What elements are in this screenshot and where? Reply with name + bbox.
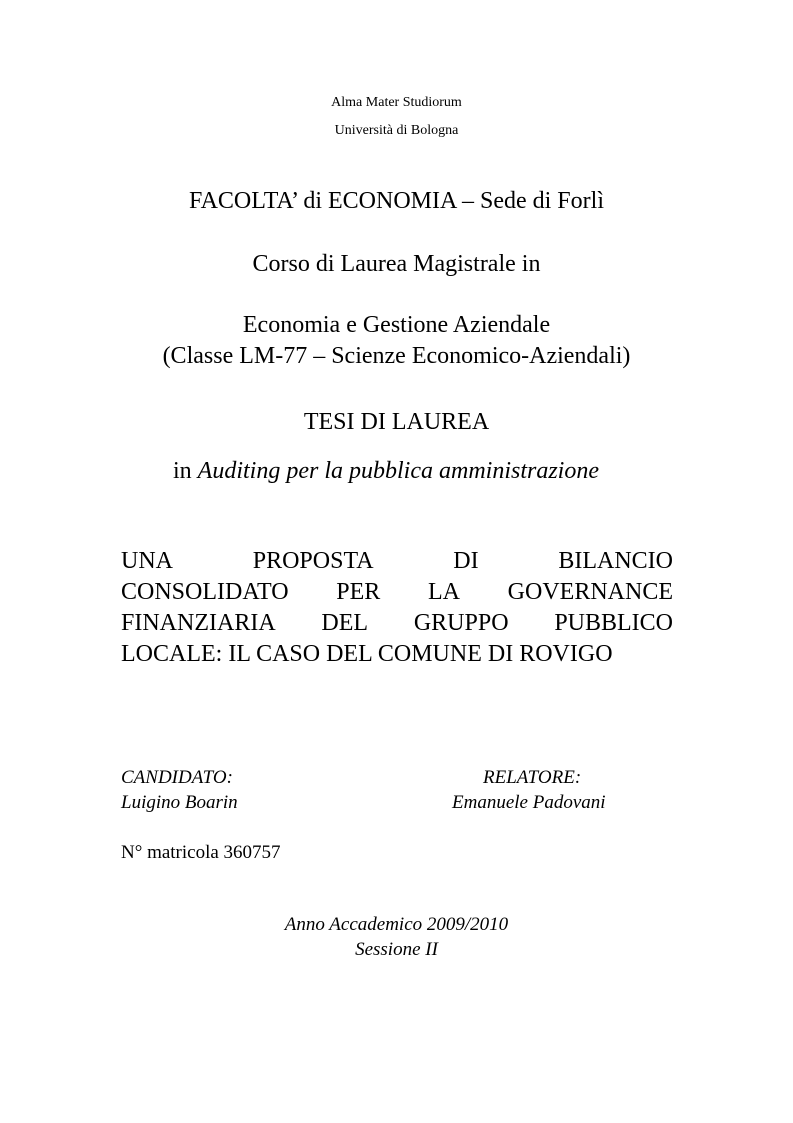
thesis-title-line-4 bbox=[121, 639, 673, 670]
candidate-label: CANDIDATO: bbox=[121, 767, 233, 788]
matricola-number: N° matricola 360757 bbox=[121, 842, 281, 863]
title-word: LOCALE: IL CASO DEL COMUNE DI ROVIGO bbox=[121, 641, 613, 667]
thesis-title-line-3 bbox=[121, 608, 673, 639]
course-heading: Corso di Laurea Magistrale in bbox=[252, 251, 541, 277]
thesis-title bbox=[121, 546, 673, 670]
candidate-name: Luigino Boarin bbox=[121, 792, 238, 813]
supervisor-label: RELATORE: bbox=[483, 767, 582, 788]
title-word: GOVERNANCE bbox=[507, 579, 673, 605]
thesis-title-line-2 bbox=[121, 577, 673, 608]
title-word: CONSOLIDATO bbox=[121, 579, 289, 605]
faculty-heading: FACOLTA’ di ECONOMIA – Sede di Forlì bbox=[189, 188, 604, 214]
university-name-latin: Alma Mater Studiorum bbox=[331, 95, 462, 110]
title-word: FINANZIARIA bbox=[121, 610, 276, 636]
title-word: PER bbox=[336, 579, 381, 605]
thesis-subject-prefix: in bbox=[173, 458, 192, 484]
session: Sessione II bbox=[355, 939, 438, 960]
thesis-subject: Auditing per la pubblica amministrazione bbox=[197, 458, 599, 484]
course-class: (Classe LM-77 – Scienze Economico-Aziendali) bbox=[162, 343, 631, 369]
academic-year: Anno Accademico 2009/2010 bbox=[284, 914, 509, 935]
title-word: DI bbox=[453, 548, 479, 574]
title-word: PROPOSTA bbox=[252, 548, 374, 574]
supervisor-name: Emanuele Padovani bbox=[452, 792, 606, 813]
title-word: DEL bbox=[321, 610, 369, 636]
title-word: LA bbox=[427, 579, 460, 605]
thesis-subject-line bbox=[173, 458, 599, 485]
title-word: BILANCIO bbox=[558, 548, 673, 574]
title-word: UNA bbox=[121, 548, 173, 574]
title-word: GRUPPO bbox=[413, 610, 509, 636]
thesis-label: TESI DI LAUREA bbox=[303, 409, 490, 435]
thesis-title-line-1 bbox=[121, 546, 673, 577]
title-word: PUBBLICO bbox=[554, 610, 673, 636]
university-name: Università di Bologna bbox=[334, 123, 459, 138]
course-name: Economia e Gestione Aziendale bbox=[242, 312, 551, 338]
